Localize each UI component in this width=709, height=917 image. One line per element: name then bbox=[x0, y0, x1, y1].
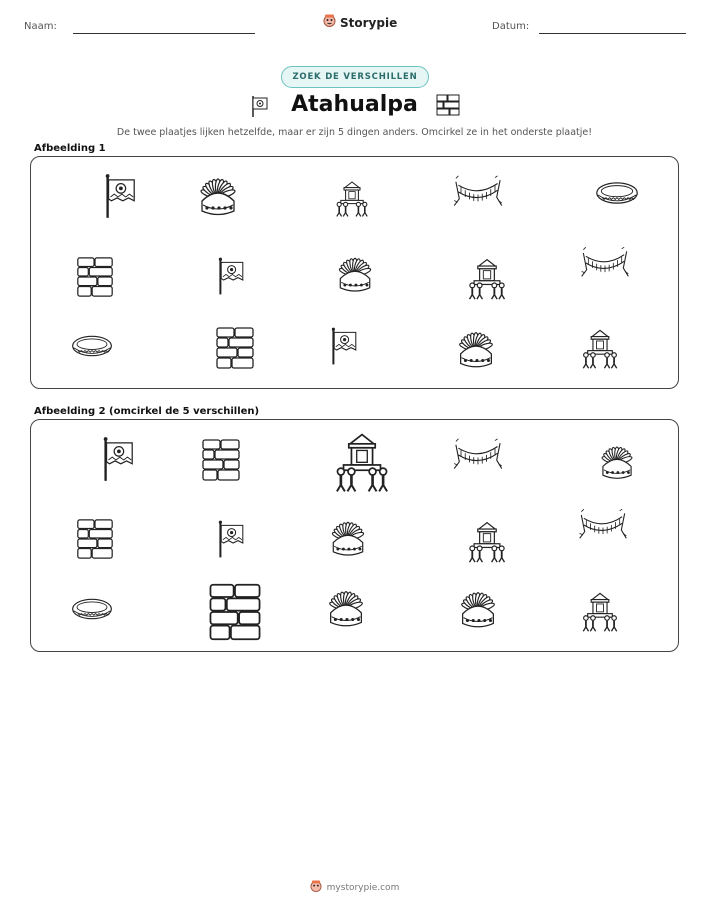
ring-icon[interactable] bbox=[594, 179, 640, 207]
picture1-label: Afbeelding 1 bbox=[34, 143, 106, 154]
rope-bridge-icon[interactable] bbox=[452, 175, 504, 209]
stone-wall-icon[interactable] bbox=[75, 256, 115, 298]
litter-icon[interactable] bbox=[578, 323, 622, 373]
headdress-icon[interactable] bbox=[322, 582, 370, 634]
headdress-icon[interactable] bbox=[595, 438, 639, 486]
headdress-icon[interactable] bbox=[332, 250, 378, 298]
flag-icon[interactable] bbox=[327, 321, 359, 371]
flag-icon[interactable] bbox=[100, 171, 138, 221]
ring-icon[interactable] bbox=[70, 592, 114, 626]
stone-wall-icon[interactable] bbox=[206, 582, 264, 642]
litter-icon[interactable] bbox=[463, 255, 511, 301]
activity-badge: ZOEK DE VERSCHILLEN bbox=[281, 66, 429, 88]
flag-icon[interactable] bbox=[214, 515, 246, 563]
name-label: Naam: bbox=[24, 21, 57, 32]
headdress-icon[interactable] bbox=[193, 171, 243, 221]
rope-bridge-icon[interactable] bbox=[578, 504, 628, 546]
headdress-icon[interactable] bbox=[454, 584, 502, 634]
rope-bridge-icon[interactable] bbox=[452, 438, 504, 472]
rope-bridge-icon[interactable] bbox=[580, 241, 630, 285]
litter-icon[interactable] bbox=[323, 428, 401, 494]
brand-name: Storypie bbox=[340, 15, 398, 30]
litter-icon[interactable] bbox=[332, 175, 372, 221]
headdress-icon[interactable] bbox=[325, 514, 371, 562]
stone-wall-icon bbox=[436, 94, 460, 116]
footer-url[interactable]: mystorypie.com bbox=[326, 883, 400, 893]
ring-icon[interactable] bbox=[70, 329, 114, 363]
name-field[interactable] bbox=[73, 33, 255, 34]
stone-wall-icon[interactable] bbox=[214, 326, 256, 370]
page-title: Atahualpa bbox=[291, 92, 418, 117]
stone-wall-icon[interactable] bbox=[75, 518, 115, 560]
storypie-mascot-icon bbox=[323, 14, 336, 31]
stone-wall-icon[interactable] bbox=[199, 438, 243, 482]
date-label: Datum: bbox=[492, 21, 530, 32]
headdress-icon[interactable] bbox=[451, 325, 501, 373]
picture2-label: Afbeelding 2 (omcirkel de 5 verschillen) bbox=[34, 406, 260, 417]
picture1-panel bbox=[30, 156, 679, 389]
storypie-mascot-icon bbox=[310, 880, 322, 896]
picture2-panel bbox=[30, 419, 679, 652]
brand-logo bbox=[323, 14, 397, 31]
flag-icon[interactable] bbox=[214, 252, 246, 300]
litter-icon[interactable] bbox=[578, 586, 622, 636]
flag-icon[interactable] bbox=[98, 434, 136, 484]
footer bbox=[0, 880, 709, 896]
litter-icon[interactable] bbox=[463, 518, 511, 564]
instructions: De twee plaatjes lijken hetzelfde, maar er zijn 5 dingen anders. Omcirkel ze in het onderste plaatje! bbox=[116, 127, 593, 138]
date-field[interactable] bbox=[539, 33, 686, 34]
